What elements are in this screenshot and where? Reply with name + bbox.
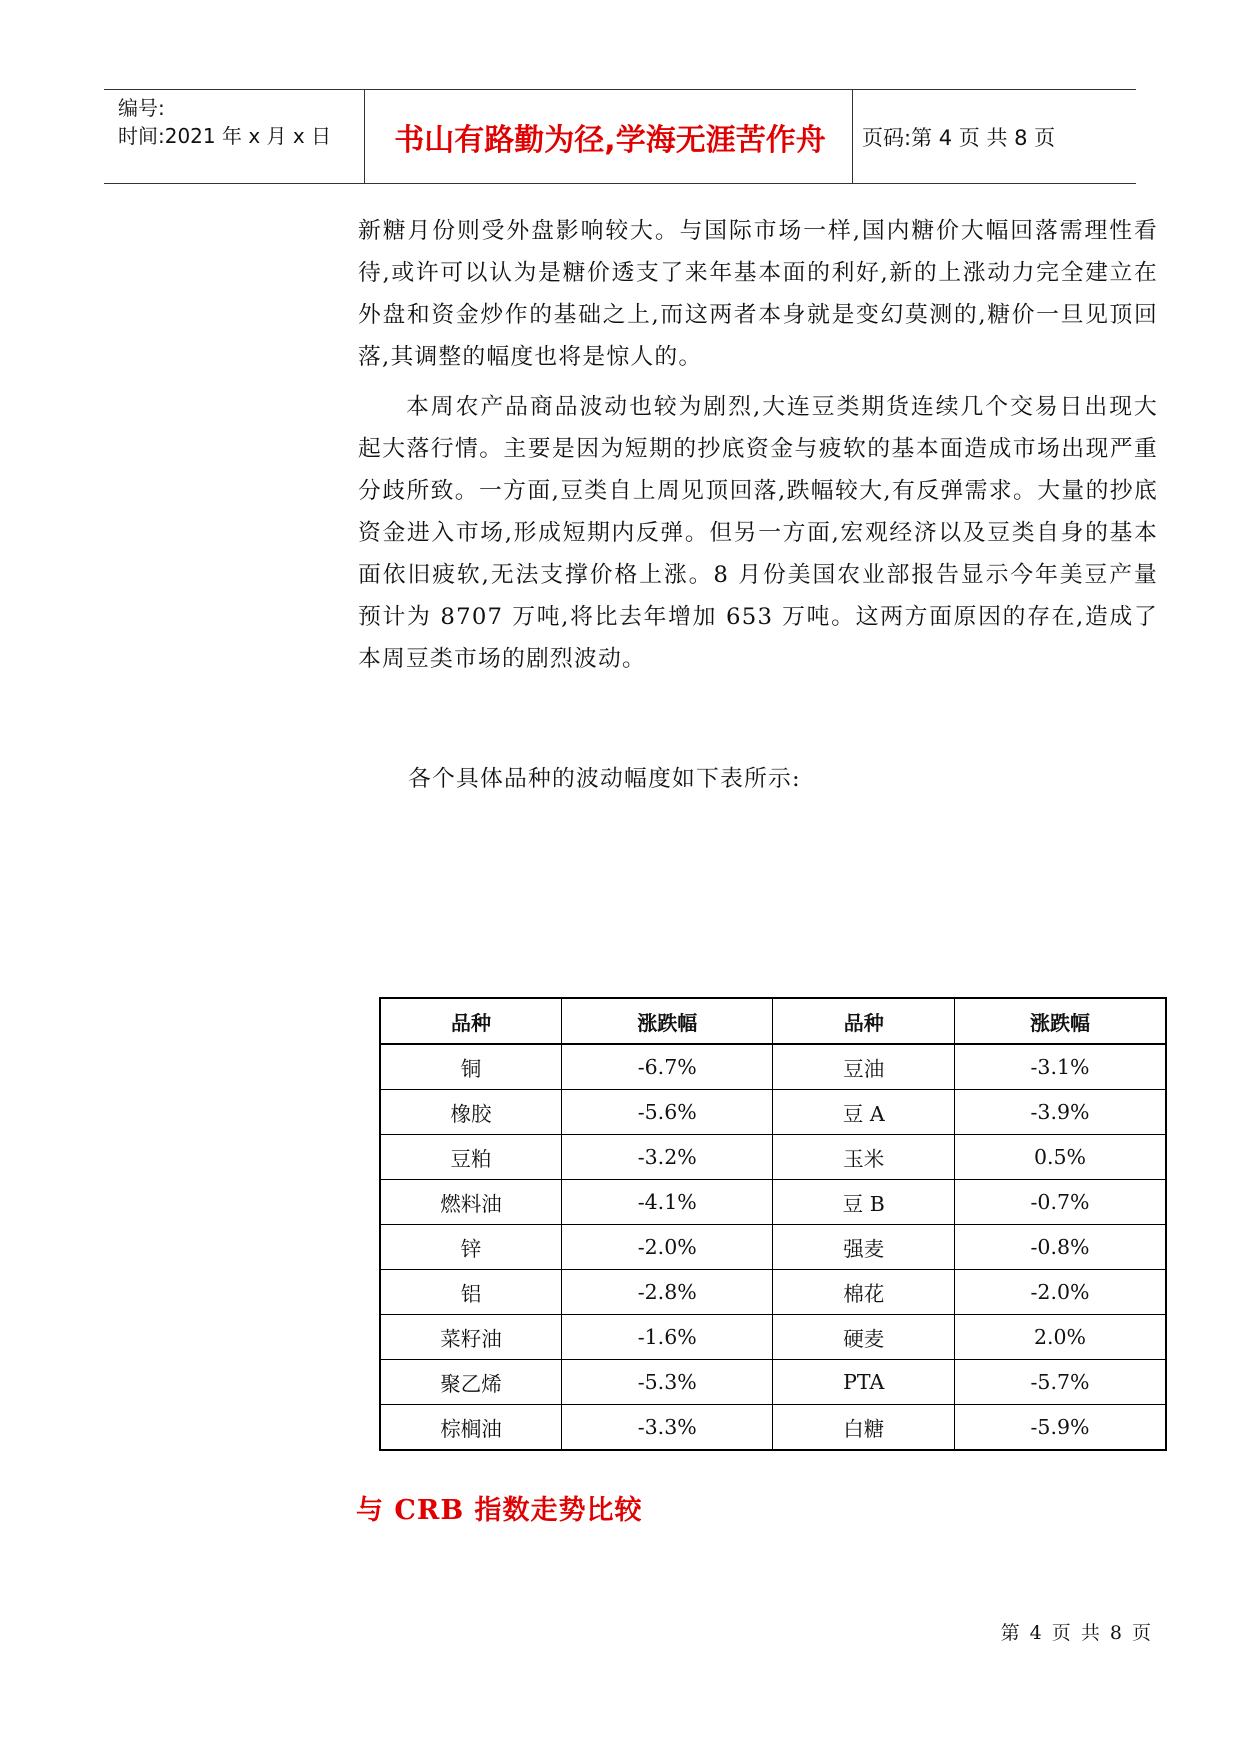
table-row [380, 1360, 1166, 1405]
table-cell: 菜籽油 [380, 1315, 561, 1360]
table-cell: -2.8% [561, 1270, 772, 1315]
table-cell: 锌 [380, 1225, 561, 1270]
header-variety-1: 品种 [380, 998, 561, 1044]
price-change-table [379, 997, 1167, 1451]
body-text [358, 210, 1158, 688]
table-cell: -3.2% [561, 1135, 772, 1180]
table-row [380, 1180, 1166, 1225]
table-row [380, 1225, 1166, 1270]
table-cell: 豆 A [773, 1090, 955, 1135]
table-cell: -2.0% [561, 1225, 772, 1270]
table-cell: -5.7% [954, 1360, 1166, 1405]
table-row [380, 1315, 1166, 1360]
table-cell: 硬麦 [773, 1315, 955, 1360]
table-cell: 强麦 [773, 1225, 955, 1270]
table-cell: 2.0% [954, 1315, 1166, 1360]
page-header [104, 89, 1136, 184]
table-cell: 豆 B [773, 1180, 955, 1225]
table-cell: -0.7% [954, 1180, 1166, 1225]
table-cell: 0.5% [954, 1135, 1166, 1180]
table-cell: -2.0% [954, 1270, 1166, 1315]
table-row [380, 1270, 1166, 1315]
paragraph-1: 新糖月份则受外盘影响较大。与国际市场一样,国内糖价大幅回落需理性看待,或许可以认为是糖价透支了来年基本面的利好,新的上涨动力完全建立在外盘和资金炒作的基础之上,而这两者本身就是变幻莫测的,糖价一旦见顶回落,其调整的幅度也将是惊人的。 [358, 218, 1158, 370]
table-cell: 橡胶 [380, 1090, 561, 1135]
table-cell: 铜 [380, 1044, 561, 1090]
header-change-1: 涨跌幅 [561, 998, 772, 1044]
table-cell: 棕榈油 [380, 1405, 561, 1451]
time-label: 时间:2021 年 x 月 x 日 [118, 124, 332, 148]
table-cell: -3.9% [954, 1090, 1166, 1135]
header-page-info: 页码:第 4 页 共 8 页 [862, 125, 1056, 150]
table-cell: -4.1% [561, 1180, 772, 1225]
header-change-2: 涨跌幅 [954, 998, 1166, 1044]
table-cell: 聚乙烯 [380, 1360, 561, 1405]
header-divider-right [852, 90, 853, 183]
paragraph-2: 本周农产品商品波动也较为剧烈,大连豆类期货连续几个交易日出现大起大落行情。主要是因为短期的抄底资金与疲软的基本面造成市场出现严重分歧所致。一方面,豆类自上周见顶回落,跌幅较大,有反弹需求。大量的抄底资金进入市场,形成短期内反弹。但另一方面,宏观经济以及豆类自身的基本面依旧疲软,无法支撑价格上涨。8 月份美国农业部报告显示今年美豆产量预计为 8707 万吨,将比去年增加 653 万吨。这两方面原因的存在,造成了本周豆类市场的剧烈波动。 [358, 394, 1158, 672]
table-row [380, 1044, 1166, 1090]
table-intro: 各个具体品种的波动幅度如下表所示: [408, 766, 801, 792]
page-footer: 第 4 页 共 8 页 [1000, 1622, 1153, 1644]
table-cell: -3.1% [954, 1044, 1166, 1090]
table-row [380, 1090, 1166, 1135]
table-cell: 铝 [380, 1270, 561, 1315]
section-heading: 与 CRB 指数走势比较 [356, 1495, 643, 1526]
table-cell: PTA [773, 1360, 955, 1405]
table-cell: 玉米 [773, 1135, 955, 1180]
header-motto: 书山有路勤为径,学海无涯苦作舟 [394, 122, 826, 158]
table-cell: 棉花 [773, 1270, 955, 1315]
table-cell: 燃料油 [380, 1180, 561, 1225]
header-variety-2: 品种 [773, 998, 955, 1044]
table-cell: -5.6% [561, 1090, 772, 1135]
table-cell: 豆油 [773, 1044, 955, 1090]
table-cell: -1.6% [561, 1315, 772, 1360]
table-row [380, 1135, 1166, 1180]
header-divider-left [364, 90, 365, 183]
number-label: 编号: [118, 96, 165, 120]
table-cell: -5.3% [561, 1360, 772, 1405]
table-header-row [380, 998, 1166, 1044]
header-meta [118, 94, 331, 150]
table-cell: 白糖 [773, 1405, 955, 1451]
table-cell: 豆粕 [380, 1135, 561, 1180]
table-row [380, 1405, 1166, 1451]
table-cell: -3.3% [561, 1405, 772, 1451]
table-cell: -5.9% [954, 1405, 1166, 1451]
table-cell: -6.7% [561, 1044, 772, 1090]
table-cell: -0.8% [954, 1225, 1166, 1270]
